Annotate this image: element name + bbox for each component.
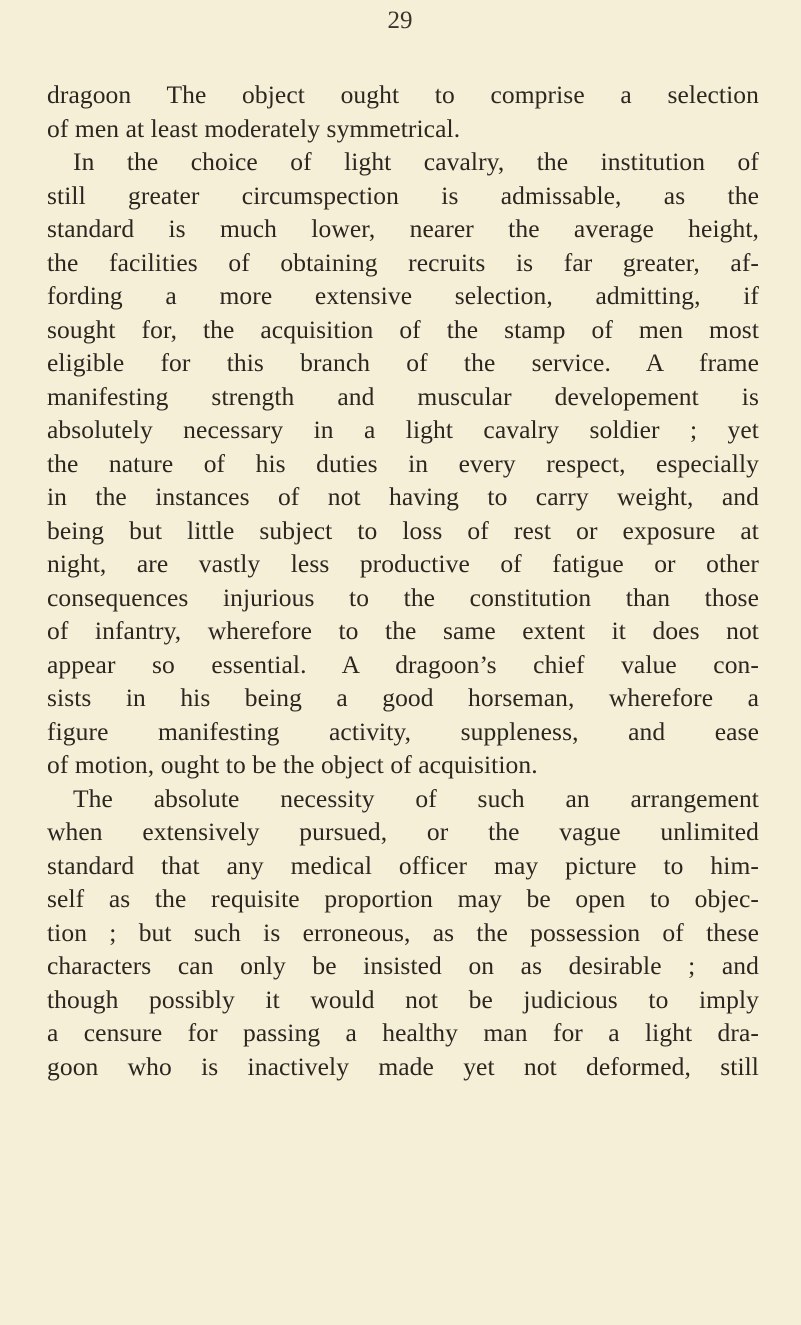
text-line: of infantry, wherefore to the same extent it does not [47,616,759,645]
text-line: In the choice of light cavalry, the institution of [73,147,759,176]
text-line: sought for, the acquisition of the stamp of men most [47,314,759,344]
body-text [47,78,759,1083]
text-line: fording a more extensive selection, admitting, if [47,281,759,310]
text-line: still greater circumspection is admissable, as the [47,180,759,210]
page-number: 29 [387,7,413,34]
text-line: standard is much lower, nearer the average height, [47,214,759,243]
text-line: dragoon The object ought to comprise a selection [47,80,759,109]
text-line: standard that any medical officer may picture to him- [47,850,759,880]
text-line: of men at least moderately symmetrical. [47,113,461,143]
text-line: sists in his being a good horseman, wherefore a [47,683,759,712]
text-line: eligible for this branch of the service. A frame [47,348,759,377]
text-line: when extensively pursued, or the vague unlimited [47,817,759,846]
text-line: figure manifesting activity, suppleness, and ease [47,716,759,746]
text-line: a censure for passing a healthy man for a light dra- [47,1018,759,1047]
text-line: night, are vastly less productive of fatigue or other [47,549,759,578]
text-line: characters can only be insisted on as desirable ; and [47,951,759,980]
text-line: goon who is inactively made yet not deformed, still [47,1051,759,1081]
text-line: though possibly it would not be judicious to imply [47,984,759,1014]
text-line: self as the requisite proportion may be open to objec- [47,884,759,913]
text-line: of motion, ought to be the object of acquisition. [47,750,538,779]
text-line: the facilities of obtaining recruits is far greater, af- [47,247,759,277]
text-line: absolutely necessary in a light cavalry soldier ; yet [47,415,759,444]
text-line: consequences injurious to the constitution than those [47,582,759,612]
text-line: in the instances of not having to carry weight, and [47,482,759,511]
text-line: being but little subject to loss of rest or exposure at [47,515,759,545]
text-line: the nature of his duties in every respect, especially [47,448,759,478]
text-line: tion ; but such is erroneous, as the possession of these [47,917,759,947]
text-line: appear so essential. A dragoon’s chief value con- [47,649,759,679]
text-line: manifesting strength and muscular developement is [47,381,759,411]
text-line: The absolute necessity of such an arrangement [73,783,759,813]
